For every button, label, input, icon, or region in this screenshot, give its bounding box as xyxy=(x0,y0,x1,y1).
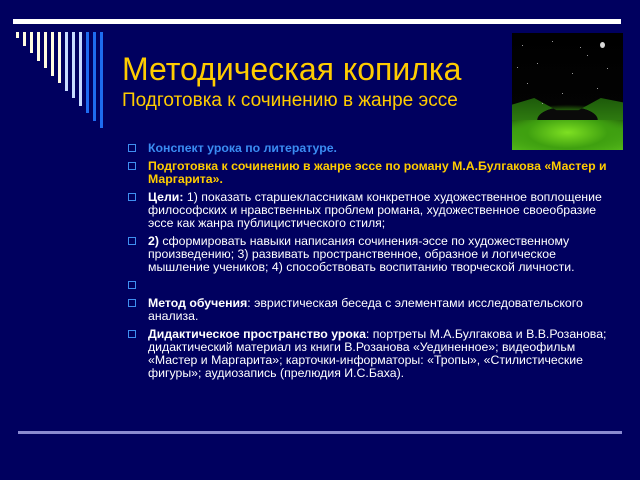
star xyxy=(552,41,553,42)
square-bullet-icon xyxy=(128,193,136,201)
square-bullet-icon xyxy=(128,281,136,289)
stripe xyxy=(30,32,33,53)
star xyxy=(527,83,528,84)
night-meadow-image xyxy=(512,33,623,150)
star xyxy=(587,55,588,56)
stripe xyxy=(37,32,40,61)
square-bullet-icon xyxy=(128,162,136,170)
bullet-essay-prep xyxy=(128,160,608,186)
stripe xyxy=(51,32,54,76)
square-bullet-icon xyxy=(128,299,136,307)
star xyxy=(537,63,538,64)
bullet-list xyxy=(128,142,608,385)
stripe xyxy=(100,32,103,128)
square-bullet-icon xyxy=(128,144,136,152)
star xyxy=(580,47,581,48)
bullet-goals xyxy=(128,191,608,230)
bullet-teaching-method xyxy=(128,297,608,323)
hills-shape xyxy=(512,98,623,120)
star xyxy=(517,67,518,68)
bullet-text: сформировать навыки написания сочинения-эссе по художественному произведению; 3) развивать пространственное, образное и логическое мышление учеников; 4) способствовать воспитанию творческой личности. xyxy=(148,234,575,274)
stripe xyxy=(86,32,89,113)
star xyxy=(542,103,543,104)
bullet-didactic-space xyxy=(128,328,608,380)
bullet-lesson-summary xyxy=(128,142,608,155)
bullet-text: Конспект урока по литературе. xyxy=(148,141,337,155)
bullet-text: 1) показать старшеклассникам конкретное художественное воплощение философских и нравственных проблем романа, художественное своеобразие эссе как жанра публицистического стиля; xyxy=(148,190,602,230)
stripe xyxy=(79,32,82,106)
star xyxy=(562,93,563,94)
star xyxy=(607,68,608,69)
bullet-text: : эвристическая беседа с элементами исследовательского анализа. xyxy=(148,296,583,323)
bullet-lead: Метод обучения xyxy=(148,296,248,310)
square-bullet-icon xyxy=(128,330,136,338)
stripe xyxy=(58,32,61,83)
stripe xyxy=(23,32,26,46)
stripe xyxy=(93,32,96,121)
bullet-text: : портреты М.А.Булгакова и В.В.Розанова; дидактический материал из книги В.Розанова «Уединенное»; видеофильм «Мастер и Маргарита»; карточки-информаторы: «Тропы», «Стилистические фигуры»; аудиозапись (прелюдия И.С.Баха). xyxy=(148,327,607,380)
star xyxy=(572,73,573,74)
title-block xyxy=(122,51,461,113)
bullet-text: Подготовка к сочинению в жанре эссе по роману М.А.Булгакова «Мастер и Маргарита». xyxy=(148,159,607,186)
stripe xyxy=(65,32,68,91)
bullet-lead: Дидактическое пространство урока xyxy=(148,327,366,341)
star xyxy=(597,88,598,89)
stripe xyxy=(16,32,19,38)
bullet-lead: 2) xyxy=(148,234,159,248)
slide-title: Методическая копилка xyxy=(122,51,462,87)
bullet-empty xyxy=(128,279,608,292)
slide-subtitle: Подготовка к сочинению в жанре эссе xyxy=(122,90,458,111)
bottom-divider-line xyxy=(18,431,622,434)
bullet-lead: Цели: xyxy=(148,190,184,204)
top-divider-line xyxy=(13,19,621,24)
stripe xyxy=(44,32,47,68)
bullet-goals-continued xyxy=(128,235,608,274)
stripe xyxy=(72,32,75,98)
bullet-text xyxy=(148,279,608,292)
moon-icon xyxy=(600,42,605,48)
star xyxy=(522,45,523,46)
square-bullet-icon xyxy=(128,237,136,245)
